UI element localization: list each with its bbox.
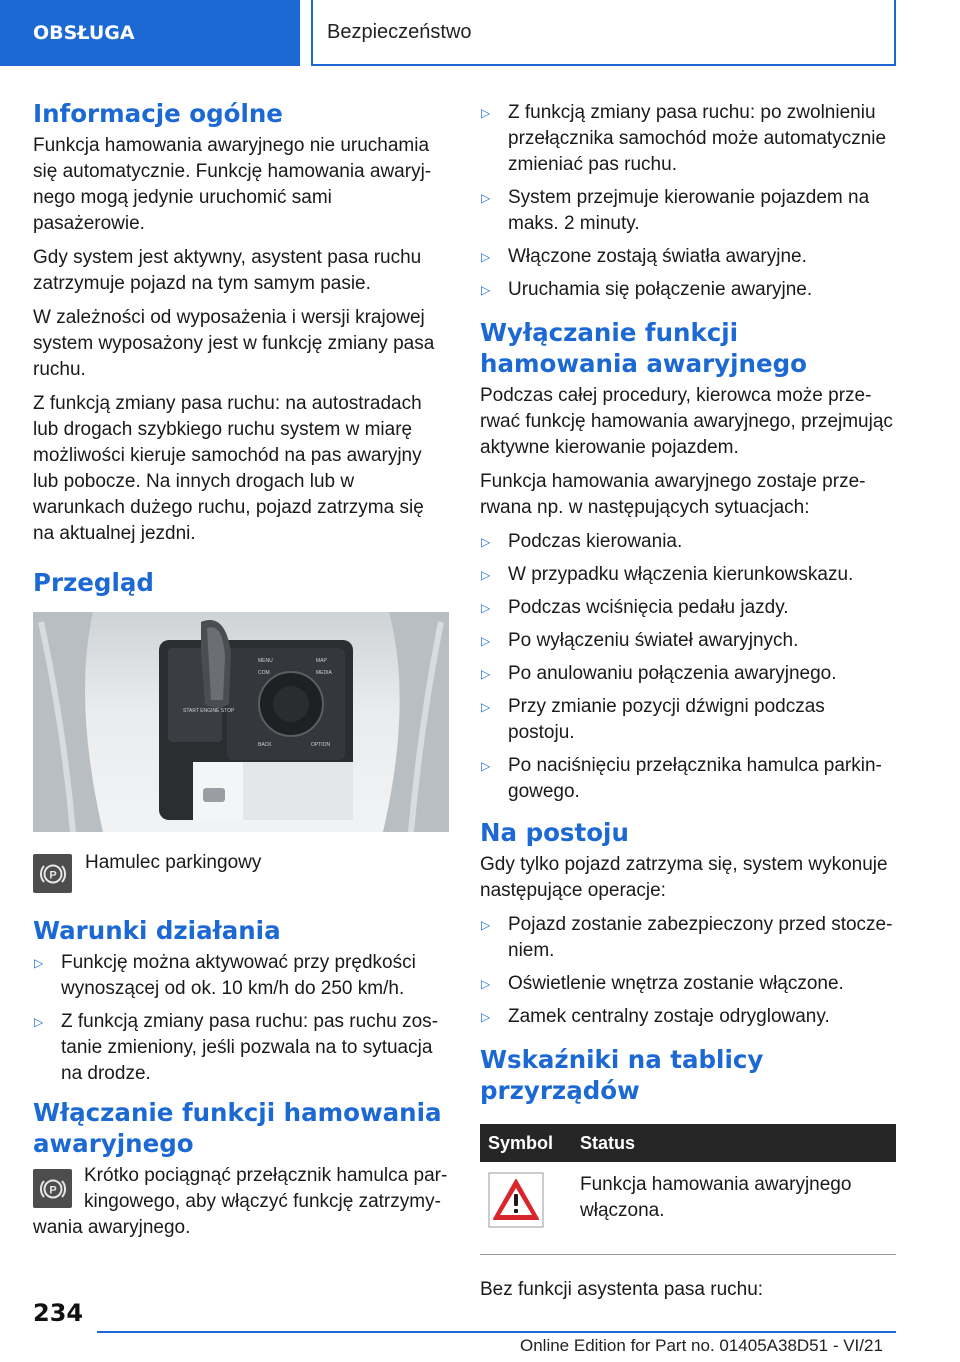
list-item: ▷ Z funkcją zmiany pasa ruchu: po zwolnieniu przełącznika samochód może automatycznie zmieniać pas ruchu. bbox=[481, 102, 887, 175]
triangle-right-icon: ▷ bbox=[481, 535, 491, 549]
list-item: ▷ Pojazd zostanie zabezpieczony przed stoczeniem. bbox=[481, 914, 893, 961]
indicator-table bbox=[480, 1124, 896, 1255]
center-console-photo bbox=[33, 612, 449, 832]
standstill-list bbox=[480, 912, 896, 1030]
paragraph: Gdy tylko pojazd zatrzyma się, system wykonuje następujące operacje: bbox=[480, 854, 888, 901]
photo-label-map: MAP bbox=[316, 658, 327, 664]
heading-conditions: Warunki działania bbox=[33, 916, 281, 945]
conditions-list bbox=[33, 950, 449, 1087]
page-header-title: Bezpieczeństwo bbox=[311, 0, 896, 66]
list-item: ▷ Funkcję można aktywować przy prędkości wynoszącej od ok. 10 km/h do 250 km/h. bbox=[34, 952, 416, 999]
photo-label-start: START ENGINE STOP bbox=[183, 708, 235, 714]
triangle-right-icon: ▷ bbox=[481, 568, 491, 582]
section-tab: OBSŁUGA bbox=[0, 0, 300, 66]
list-item: ▷ Przy zmianie pozycji dźwigni podczas postoju. bbox=[481, 696, 825, 743]
list-item: ▷ Zamek centralny zostaje odryglowany. bbox=[481, 1006, 830, 1027]
parking-brake-icon bbox=[33, 854, 72, 893]
emergency-actions-list bbox=[480, 100, 896, 303]
triangle-right-icon: ▷ bbox=[481, 601, 491, 615]
triangle-right-icon: ▷ bbox=[481, 700, 491, 714]
paragraph: Gdy system jest aktywny, asystent pasa ruchu zatrzymuje pojazd na tym samym pasie. bbox=[33, 247, 422, 294]
warning-triangle-icon bbox=[488, 1172, 544, 1228]
paragraph: Funkcja hamowania awaryjnego nie uruchamia się automatycznie. Funkcję hamowania awaryjnego mogą jedynie uruchomić sami pasażerowie. bbox=[33, 135, 432, 234]
list-item: ▷ System przejmuje kierowanie pojazdem na maks. 2 minuty. bbox=[481, 187, 870, 234]
page-number: 234 bbox=[33, 1299, 84, 1327]
paragraph: W zależności od wyposażenia i wersji krajowej system wyposażony jest w funkcję zmiany pasa ruchu. bbox=[33, 307, 435, 380]
list-item: ▷ Po wyłączeniu świateł awaryjnych. bbox=[481, 630, 799, 651]
left-column bbox=[33, 98, 449, 1249]
table-cell-symbol bbox=[480, 1162, 572, 1255]
triangle-right-icon: ▷ bbox=[481, 634, 491, 648]
list-item: ▷ Uruchamia się połączenie awaryjne. bbox=[481, 279, 813, 300]
heading-disable: Wyłączanie funkcji hamowania awaryjnego bbox=[480, 318, 807, 378]
right-column bbox=[480, 100, 896, 1311]
triangle-right-icon: ▷ bbox=[481, 759, 491, 773]
list-item: ▷ Włączone zostają światła awaryjne. bbox=[481, 246, 807, 267]
triangle-right-icon: ▷ bbox=[34, 1015, 44, 1029]
heading-indicators: Wskaźniki na tablicy przyrządów bbox=[480, 1045, 764, 1105]
photo-label-com: COM bbox=[258, 670, 270, 676]
triangle-right-icon: ▷ bbox=[481, 283, 491, 297]
parking-brake-icon bbox=[33, 1169, 72, 1208]
photo-label-menu: MENU bbox=[258, 658, 273, 664]
triangle-right-icon: ▷ bbox=[481, 1010, 491, 1024]
paragraph: Podczas całej procedury, kierowca może przerwać funkcję hamowania awaryjnego, przejmując aktywne kierowanie pojazdem. bbox=[480, 385, 893, 458]
interrupt-list bbox=[480, 529, 896, 805]
heading-standstill: Na postoju bbox=[480, 818, 629, 847]
triangle-right-icon: ▷ bbox=[481, 667, 491, 681]
triangle-right-icon: ▷ bbox=[481, 250, 491, 264]
table-header-status: Status bbox=[572, 1124, 896, 1162]
list-item: ▷ Z funkcją zmiany pasa ruchu: pas ruchu zostanie zmieniony, jeśli pozwala na to sytuacja na drodze. bbox=[34, 1011, 439, 1084]
triangle-right-icon: ▷ bbox=[34, 956, 44, 970]
table-row bbox=[480, 1162, 896, 1255]
triangle-right-icon: ▷ bbox=[481, 918, 491, 932]
enable-block bbox=[33, 1163, 449, 1241]
paragraph: Funkcja hamowania awaryjnego zostaje przerwana np. w następujących sytuacjach: bbox=[480, 471, 866, 518]
parking-brake-caption-row bbox=[33, 850, 449, 893]
heading-general: Informacje ogólne bbox=[33, 99, 283, 128]
photo-label-media: MEDIA bbox=[316, 670, 332, 676]
edition-note: Online Edition for Part no. 01405A38D51 - VI/21 bbox=[520, 1336, 883, 1355]
svg-text:P: P bbox=[48, 1184, 57, 1196]
triangle-right-icon: ▷ bbox=[481, 191, 491, 205]
table-cell-status: Funkcja hamowania awaryjnego włączona. bbox=[572, 1162, 896, 1255]
svg-text:P: P bbox=[48, 869, 57, 881]
list-item: ▷ Podczas kierowania. bbox=[481, 531, 683, 552]
parking-brake-caption: Hamulec parkingowy bbox=[85, 852, 262, 873]
triangle-right-icon: ▷ bbox=[481, 106, 491, 120]
list-item: ▷ Podczas wciśnięcia pedału jazdy. bbox=[481, 597, 789, 618]
list-item: ▷ Oświetlenie wnętrza zostanie włączone. bbox=[481, 973, 844, 994]
triangle-right-icon: ▷ bbox=[481, 977, 491, 991]
list-item: ▷ Po naciśnięciu przełącznika hamulca parkingowego. bbox=[481, 755, 882, 802]
footer-divider bbox=[97, 1331, 896, 1333]
photo-label-option: OPTION bbox=[311, 742, 331, 748]
heading-overview: Przegląd bbox=[33, 568, 154, 597]
list-item: ▷ Po anulowaniu połączenia awaryjnego. bbox=[481, 663, 837, 684]
list-item: ▷ W przypadku włączenia kierunkowskazu. bbox=[481, 564, 854, 585]
photo-label-back: BACK bbox=[258, 742, 272, 748]
table-header-symbol: Symbol bbox=[480, 1124, 572, 1162]
paragraph: Bez funkcji asystenta pasa ruchu: bbox=[480, 1279, 764, 1300]
paragraph: Z funkcją zmiany pasa ruchu: na autostradach lub drogach szybkiego ruchu system w miarę możliwości kieruje samochód na pas awaryjny lub pobocze. Na innych drogach lub w warunkach dużego ruchu, pojazd zatrzyma się na aktualnej jezdni. bbox=[33, 393, 424, 544]
heading-enable: Włączanie funkcji hamowania awaryjnego bbox=[33, 1098, 442, 1158]
enable-text: Krótko pociągnąć przełącznik hamulca parkingowego, aby włączyć funkcję zatrzymywania awaryjnego. bbox=[33, 1165, 448, 1238]
